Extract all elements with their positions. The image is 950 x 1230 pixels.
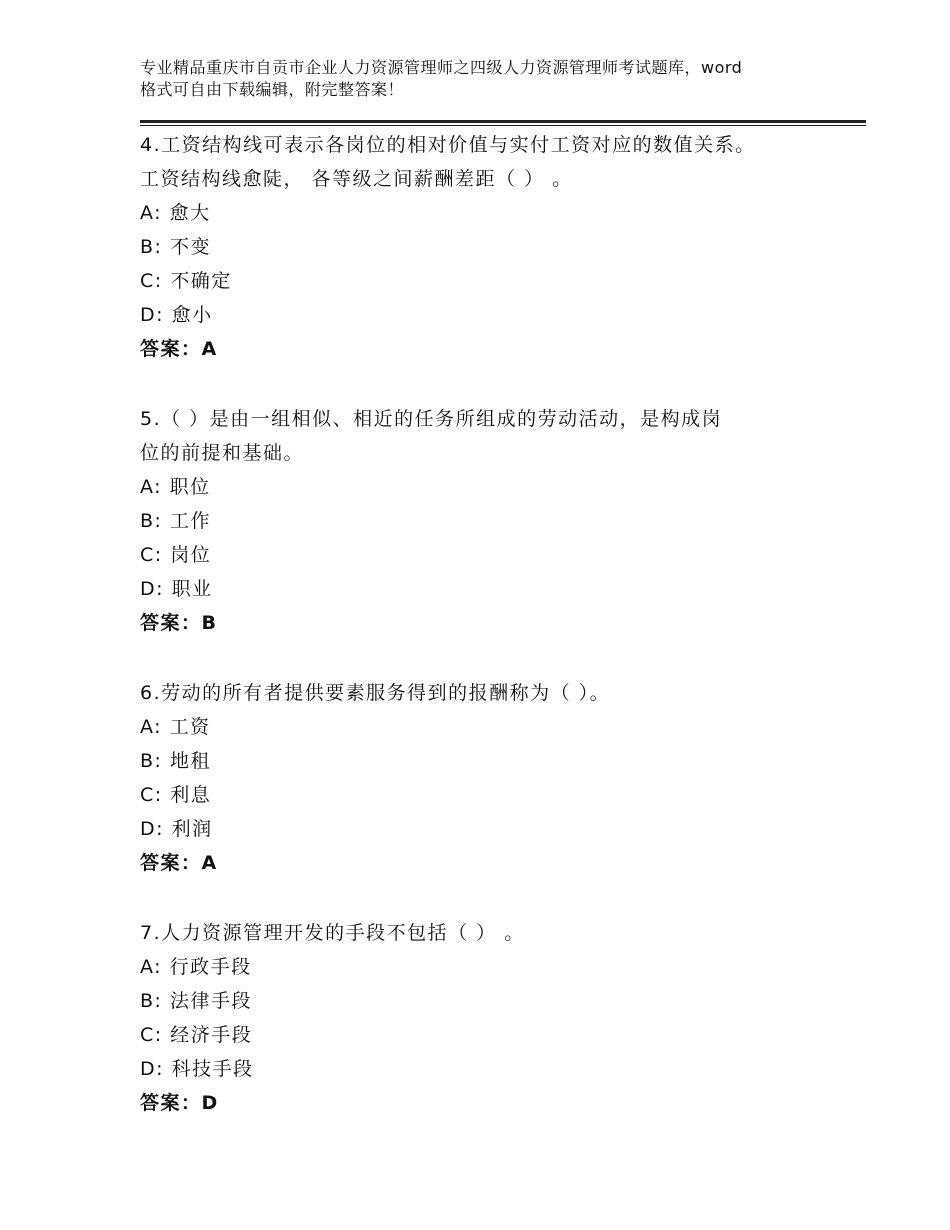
question-gap bbox=[140, 366, 850, 402]
option-c: C: 利息 bbox=[140, 784, 212, 806]
option-a: A: 职位 bbox=[140, 476, 211, 498]
question-text-line: 4.工资结构线可表示各岗位的相对价值与实付工资对应的数值关系。 bbox=[140, 134, 756, 156]
option-d: D: 职业 bbox=[140, 578, 213, 600]
header-divider-thick bbox=[140, 120, 866, 123]
option-b: B: 法律手段 bbox=[140, 990, 252, 1012]
question-5 bbox=[140, 402, 850, 640]
header-line-1: 专业精品重庆市自贡市企业人力资源管理师之四级人力资源管理师考试题库，word bbox=[140, 58, 743, 77]
question-4 bbox=[140, 128, 850, 366]
answer-label: 答案：A bbox=[140, 852, 218, 874]
option-b: B: 不变 bbox=[140, 236, 211, 258]
question-gap bbox=[140, 880, 850, 916]
option-c: C: 岗位 bbox=[140, 544, 212, 566]
option-b: B: 工作 bbox=[140, 510, 211, 532]
question-text-line: 6.劳动的所有者提供要素服务得到的报酬称为（ ）。 bbox=[140, 682, 611, 704]
question-text-line: 7.人力资源管理开发的手段不包括（ ） 。 bbox=[140, 922, 525, 944]
header-line-2: 格式可自由下载编辑，附完整答案！ bbox=[140, 80, 405, 99]
answer-label: 答案：B bbox=[140, 612, 218, 634]
question-7 bbox=[140, 916, 850, 1120]
option-a: A: 工资 bbox=[140, 716, 211, 738]
question-gap bbox=[140, 640, 850, 676]
option-a: A: 愈大 bbox=[140, 202, 211, 224]
option-d: D: 利润 bbox=[140, 818, 213, 840]
question-text-line: 5.（ ）是由一组相似、相近的任务所组成的劳动活动，是构成岗 bbox=[140, 408, 723, 430]
option-c: C: 经济手段 bbox=[140, 1024, 253, 1046]
answer-label: 答案：A bbox=[140, 338, 218, 360]
header-divider-thin bbox=[140, 125, 866, 126]
option-b: B: 地租 bbox=[140, 750, 211, 772]
option-d: D: 愈小 bbox=[140, 304, 213, 326]
document-header bbox=[140, 57, 840, 101]
question-text-line: 位的前提和基础。 bbox=[140, 442, 305, 464]
question-6 bbox=[140, 676, 850, 880]
question-list bbox=[140, 128, 850, 1120]
option-d: D: 科技手段 bbox=[140, 1058, 254, 1080]
question-text-line: 工资结构线愈陡， 各等级之间薪酬差距（ ） 。 bbox=[140, 168, 573, 190]
answer-label: 答案：D bbox=[140, 1092, 219, 1114]
option-a: A: 行政手段 bbox=[140, 956, 252, 978]
option-c: C: 不确定 bbox=[140, 270, 232, 292]
